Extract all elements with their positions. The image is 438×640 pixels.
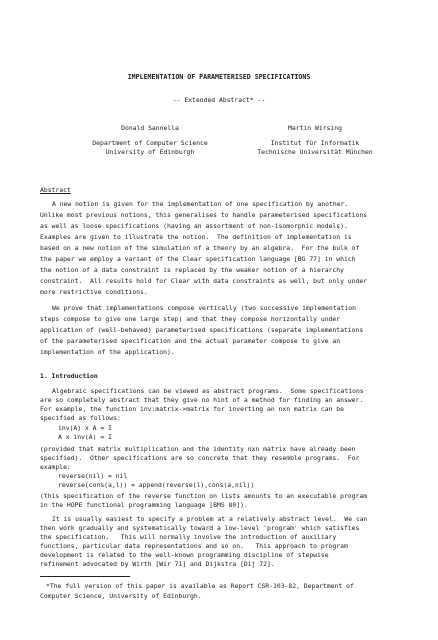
code-line: inv(A) x A = I (58, 424, 112, 432)
text-line: specified). Other specifications are so concrete that they resemble programs. For (40, 454, 360, 462)
text-line: Unlike most previous notions, this generalises to handle parameterised specifications (40, 211, 368, 219)
author-affil-1b: University of Edinburgh (105, 148, 195, 156)
text-line: in the HOPE functional programming language [BMS 80]). (40, 501, 248, 509)
text-line: the specification. This will normally involve the introduction of auxiliary (40, 533, 337, 541)
section-heading: 1. Introduction (40, 372, 98, 380)
text-line: implementation of the application). (40, 348, 175, 356)
author-affil-2a: Institut für Informatik (270, 139, 360, 147)
text-line: constraint. All results hold for Clear with data constraints as well, but only under (40, 277, 368, 285)
text-line: specified as follows: (40, 414, 121, 422)
text-line: the notion of a data constraint is replaced by the weaker notion of a hierarchy (40, 266, 344, 274)
text-line: (provided that matrix multiplication and the identity nxn matrix have already been (40, 445, 356, 453)
text-line: We prove that implementations compose vertically (two successive implementation (52, 304, 356, 312)
text-line: functions, particular data representations and so on. This approach to program (40, 542, 348, 550)
author-name-2: Martin Wirsing (288, 124, 342, 132)
text-line: For example, the function inv:matrix->matrix for inverting an nxn matrix can be (40, 405, 344, 413)
paper-title: IMPLEMENTATION OF PARAMETERISED SPECIFICATIONS (127, 73, 311, 81)
code-line: A x inv(A) = I (58, 433, 112, 441)
text-line: development is related to the well-known programming discipline of stepwise (40, 551, 329, 559)
footnote-rule (40, 576, 130, 577)
text-line: example: (40, 463, 71, 471)
author-affil-1a: Department of Computer Science (92, 139, 208, 147)
text-line: the paper we employ a variant of the Clear specification language [BG 77] in which (40, 255, 356, 263)
author-name-1: Donald Sannella (121, 124, 179, 132)
code-line: reverse(cons(a,l)) = append(reverse(l),cons(a,nil)) (58, 481, 255, 489)
text-line: refinement advocated by Wirth [Wir 71] and Dijkstra [Dij 72]. (40, 560, 275, 568)
author-affil-2b: Technische Universität München (257, 148, 373, 156)
abstract-heading: Abstract (40, 186, 71, 194)
text-line: (this specification of the reverse function on lists amounts to an executable program (40, 492, 368, 500)
footnote-line: Computer Science, University of Edinburgh. (40, 592, 202, 600)
text-line: application of (well-behaved) parameterised specifications (separate implementations (40, 326, 364, 334)
paper-subtitle: -- Extended Abstract* -- (172, 96, 266, 104)
text-line: as well as loose specifications (having an assortment of non-isomorphic models). (40, 222, 348, 230)
text-line: based on a new notion of the simulation of a theory by an algebra. For the bulk of (40, 244, 360, 252)
text-line: then work gradually and systematically toward a low-level 'program' which satisfies (40, 524, 360, 532)
text-line: It is usually easiest to specify a problem at a relatively abstract level. We can (52, 515, 368, 523)
text-line: more restrictive conditions. (40, 288, 148, 296)
text-line: steps compose to give one large step) and that they compose horizontally under (40, 315, 341, 323)
code-line: reverse(nil) = nil (58, 472, 128, 480)
footnote-line: *The full version of this paper is available as Report CSR-103-82, Department of (46, 582, 354, 590)
text-line: A new notion is given for the implementation of one specification by another. (52, 200, 349, 208)
text-line: of the parameterised specification and the actual parameter compose to give an (40, 337, 341, 345)
text-line: Algebraic specifications can be viewed as abstract programs. Some specifications (52, 387, 364, 395)
text-line: are so completely abstract that they give no hint of a method for finding an answer. (40, 396, 364, 404)
text-line: Examples are given to illustrate the notion. The definition of implementation is (40, 233, 352, 241)
